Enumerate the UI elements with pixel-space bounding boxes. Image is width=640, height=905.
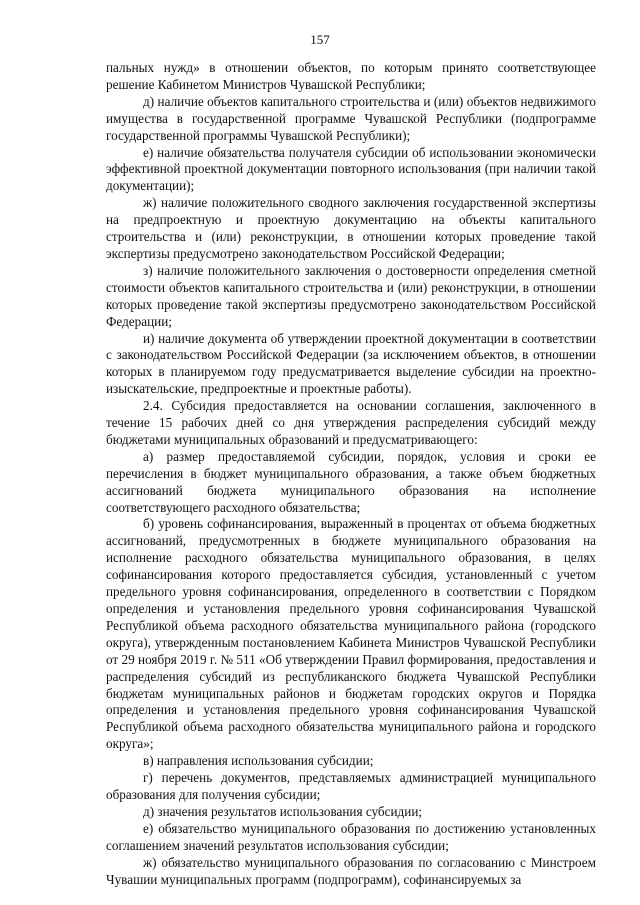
paragraph-item-g-documents-list: г) перечень документов, представляемых администрацией муниципального образования для получения субсидии; [106,770,596,802]
paragraph-item-b-cofinancing-level: б) уровень софинансирования, выраженный в процентах от объема бюджетных ассигнований, предусмотренных в бюджете муниципального образования на исполнение расходного обязательства муниципального образования, в целях софинансирования которого предоставляется субсидия, установленный с учетом предельного уровня софинансирования, определенного в соответствии с Порядком определения и установления предельного уровня софинансирования Чувашской Республикой объема расходного обязательства муниципального района (городского округа), утвержденным постановлением Кабинета Министров Чувашской Республики от 29 ноября 2019 г. № 511 «Об утверждении Правил формирования, предоставления и распределения субсидий из республиканского бюджета Чувашской Республики бюджетам муниципальных районов и бюджетам городских округов и Порядка определения и установления предельного уровня софинансирования Чувашской Республикой объема расходного обязательства муниципального района и городского округа»; [106,516,596,752]
paragraph-item-z-cost-reliability: з) наличие положительного заключения о достоверности определения сметной стоимости объектов капитального строительства и (или) реконструкции, в отношении которых проведение такой экспертизы предусмотрено законодательством Российской Федерации; [106,262,596,329]
body-text [106,60,596,888]
paragraph-item-e-obligation-results: е) обязательство муниципального образования по достижению установленных соглашением значений результатов использования субсидии; [106,820,596,853]
paragraph-item-d-result-values: д) значения результатов использования субсидии; [143,803,423,819]
page-number: 157 [310,32,330,47]
paragraph-item-i-design-approval: и) наличие документа об утверждении проектной документации в соответствии с законодательством Российской Федерации (за исключением объектов, в отношении которых в планируемом году предусматривается выделение субсидии на проектно-изыскательские, предпроектные и проектные работы). [106,330,596,397]
paragraph-item-zh-obligation-programs: ж) обязательство муниципального образования по согласованию с Минстроем Чувашии муниципальных программ (подпрограмм), софинансируемых за [106,854,596,887]
paragraph-continuation: пальных нужд» в отношении объектов, по которым принято соответствующее решение Кабинетом Министров Чувашской Республики; [106,60,596,92]
paragraph-item-zh-state-expertise: ж) наличие положительного сводного заключения государственной экспертизы на предпроектную и проектную документацию на объекты капитального строительства и (или) реконструкции, в отношении которых проведение такой экспертизы предусмотрено законодательством Российской Федерации; [106,195,596,261]
paragraph-item-a-subsidy-amount: а) размер предоставляемой субсидии, порядок, условия и сроки ее перечисления в бюджет муниципального образования, а также объем бюджетных ассигнований бюджета муниципального образования на исполнение соответствующего расходного обязательства; [106,448,596,515]
paragraph-item-v-directions: в) направления использования субсидии; [143,753,374,769]
paragraph-section-2-4: 2.4. Субсидия предоставляется на основании соглашения, заключенного в течение 15 рабочих дней со дня утверждения распределения субсидий между бюджетами муниципальных образований и предусматривающего: [106,398,596,447]
paragraph-item-e-reuse-documentation: е) наличие обязательства получателя субсидии об использовании экономически эффективной проектной документации повторного использования (при наличии такой документации); [106,144,596,194]
paragraph-item-d-capital-objects: д) наличие объектов капитального строительства и (или) объектов недвижимого имущества в государственной программе Чувашской Республики (подпрограмме государственной программы Чувашской Республики); [106,93,596,143]
